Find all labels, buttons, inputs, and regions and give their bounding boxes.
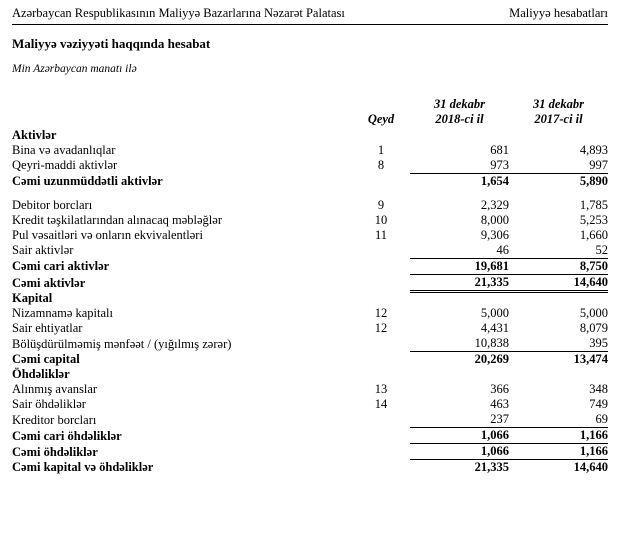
row-note-ref: 14 — [374, 397, 388, 411]
row-value-2018: 681 — [490, 142, 509, 157]
row-label: Sair öhdəliklər — [12, 397, 86, 411]
table-row — [12, 243, 608, 259]
row-value-2018: 237 — [490, 412, 509, 426]
row-value-2018 — [410, 367, 509, 382]
table-row — [12, 228, 608, 243]
row-value-2017: 5,000 — [579, 306, 608, 320]
column-header-2018 — [410, 97, 509, 128]
page-subtitle: Min Azərbaycan manatı ilə — [12, 63, 137, 75]
row-note-ref — [352, 412, 410, 428]
row-label: Cəmi cari öhdəliklər — [12, 428, 122, 443]
table-row — [12, 274, 608, 291]
table-body — [12, 128, 608, 476]
row-value-2018: 973 — [490, 157, 509, 172]
row-section-label: Kapital — [12, 291, 53, 305]
table-spacer-row — [12, 189, 608, 198]
row-value-2017: 997 — [589, 157, 608, 172]
row-note-ref — [352, 428, 410, 444]
row-label: Alınmış avanslar — [12, 382, 98, 396]
row-value-2017: 8,079 — [579, 321, 608, 335]
table-row — [12, 352, 608, 368]
row-value-2017: 395 — [589, 336, 608, 350]
row-note-ref: 1 — [377, 142, 385, 157]
row-value-2018: 19,681 — [410, 258, 509, 274]
row-value-2017: 1,660 — [579, 227, 608, 242]
row-section-label: Öhdəliklər — [12, 367, 70, 381]
table-row — [12, 412, 608, 428]
row-value-2018: 4,431 — [480, 321, 509, 335]
row-value-2017: 14,640 — [509, 460, 608, 476]
table-head-group — [12, 97, 608, 128]
table-row — [12, 321, 608, 336]
row-value-2018: 2,329 — [480, 197, 509, 212]
row-value-2018: 10,838 — [474, 336, 509, 350]
row-note-ref — [352, 291, 410, 306]
row-value-2018: 1,654 — [410, 173, 509, 189]
row-value-2017: 1,166 — [509, 428, 608, 444]
row-value-2017 — [509, 367, 608, 382]
table-row — [12, 173, 608, 189]
row-value-2018 — [410, 128, 509, 143]
row-label: Kredit təşkilatlarından alınacaq məbləğlər — [12, 212, 222, 227]
row-label: Cəmi capital — [12, 352, 80, 366]
row-note-ref: 11 — [374, 227, 388, 242]
row-label: Cəmi kapital və öhdəliklər — [12, 460, 154, 474]
row-value-2017: 348 — [589, 382, 608, 396]
row-value-2018: 366 — [490, 382, 509, 396]
row-label: Nizamnamə kapitalı — [12, 306, 114, 320]
row-value-2018: 8,000 — [480, 212, 509, 227]
row-label: Bölüşdürülməmiş mənfəət / (yığılmış zərər) — [12, 336, 232, 351]
row-value-2018: 21,335 — [410, 274, 509, 291]
row-label: Cəmi aktivlər — [12, 276, 86, 290]
table-row — [12, 382, 608, 397]
row-note-ref: 13 — [374, 382, 388, 396]
table-row — [12, 367, 608, 382]
row-label: Qeyri-maddi aktivlər — [12, 158, 118, 172]
row-note-ref — [352, 274, 410, 291]
row-label: Kreditor borcları — [12, 412, 97, 427]
column-header-2017-line1: 31 dekabr — [532, 97, 585, 111]
column-header-2017-line2: 2017-ci il — [534, 112, 583, 127]
row-value-2018 — [410, 291, 509, 306]
table-row — [12, 143, 608, 158]
table-column-headers — [12, 97, 608, 128]
table-row — [12, 428, 608, 444]
row-note-ref — [352, 367, 410, 382]
row-note-ref — [352, 460, 410, 476]
row-value-2018: 463 — [490, 397, 509, 411]
row-value-2018: 9,306 — [480, 227, 509, 242]
table-row — [12, 213, 608, 228]
row-label: Cəmi cari aktivlər — [12, 259, 110, 273]
row-label: Pul vəsaitləri və onların ekvivalentləri — [12, 227, 203, 242]
column-header-2018-line2: 2018-ci il — [435, 112, 484, 127]
row-value-2017: 4,893 — [579, 142, 608, 157]
table-row — [12, 306, 608, 321]
table-row — [12, 258, 608, 274]
row-value-2017: 749 — [589, 397, 608, 411]
row-label: Bina və avadanlıqlar — [12, 142, 116, 157]
table-row — [12, 291, 608, 306]
row-value-2018: 1,066 — [410, 444, 509, 460]
row-note-ref: 12 — [374, 321, 388, 335]
row-note-ref — [352, 128, 410, 143]
financial-position-table — [12, 97, 608, 475]
row-value-2017: 1,166 — [509, 444, 608, 460]
row-value-2017: 69 — [595, 412, 608, 426]
row-note-ref — [352, 258, 410, 274]
row-section-label: Aktivlər — [12, 127, 57, 142]
row-note-ref — [352, 243, 410, 259]
row-note-ref: 10 — [374, 212, 388, 227]
row-value-2017: 14,640 — [509, 274, 608, 291]
row-value-2018: 1,066 — [410, 428, 509, 444]
row-value-2017 — [509, 291, 608, 306]
row-value-2017 — [509, 128, 608, 143]
table-row — [12, 460, 608, 476]
row-value-2018: 5,000 — [480, 306, 509, 320]
row-label: Debitor borcları — [12, 197, 93, 212]
table-row — [12, 444, 608, 460]
row-value-2018: 46 — [496, 242, 509, 257]
column-header-2017 — [509, 97, 608, 128]
row-value-2018: 21,335 — [410, 460, 509, 476]
table-row — [12, 397, 608, 412]
row-value-2018: 20,269 — [410, 352, 509, 368]
table-row — [12, 336, 608, 352]
table-row — [12, 158, 608, 174]
table-row — [12, 128, 608, 143]
row-value-2017: 52 — [595, 242, 608, 257]
row-value-2017: 8,750 — [509, 258, 608, 274]
header-document-type: Maliyyə hesabatları — [509, 6, 608, 20]
row-note-ref — [352, 352, 410, 368]
row-value-2017: 13,474 — [509, 352, 608, 368]
column-header-label — [12, 97, 352, 128]
row-note-ref: 8 — [377, 158, 385, 172]
row-note-ref — [352, 444, 410, 460]
row-note-ref: 12 — [374, 306, 388, 320]
header-organization: Azərbaycan Respublikasının Maliyyə Bazarlarına Nəzarət Palatası — [12, 6, 345, 20]
table-row — [12, 198, 608, 213]
row-value-2017: 1,785 — [579, 197, 608, 212]
row-label: Cəmi öhdəliklər — [12, 444, 98, 459]
row-note-ref — [352, 336, 410, 352]
row-label: Sair aktivlər — [12, 243, 74, 257]
row-note-ref — [352, 173, 410, 189]
row-value-2017: 5,253 — [579, 212, 608, 227]
row-label: Cəmi uzunmüddətli aktivlər — [12, 173, 163, 188]
page-title: Maliyyə vəziyyəti haqqında hesabat — [12, 36, 211, 51]
row-note-ref: 9 — [377, 197, 385, 212]
row-value-2017: 5,890 — [509, 173, 608, 189]
column-header-note: Qeyd — [367, 112, 395, 127]
row-label: Sair ehtiyatlar — [12, 321, 83, 335]
column-header-2018-line1: 31 dekabr — [433, 97, 486, 111]
page-header — [12, 6, 608, 25]
